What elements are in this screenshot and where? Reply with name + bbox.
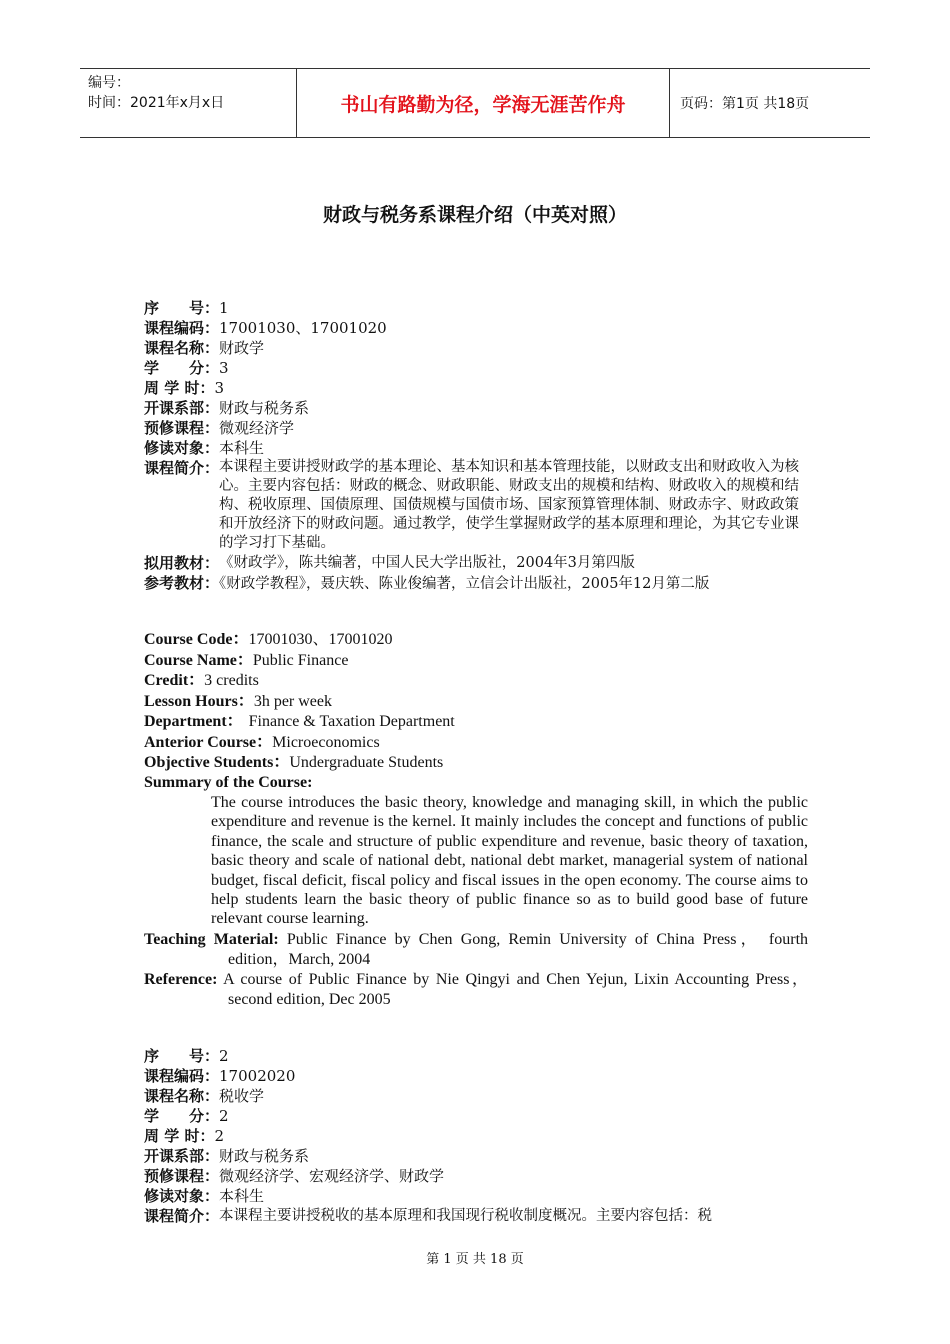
course2-cn [144,1046,808,1226]
header-motto: 书山有路勤为径，学海无涯苦作舟 [297,69,670,137]
field-row: 课程编码： 17002020 [144,1067,296,1085]
field-row-ref: 参考教材：《财政学教程》，聂庆轶、陈业俊编著，立信会计出版社，2005年12月第二版 [144,574,710,592]
document-title: 财政与税务系课程介绍（中英对照） [322,204,627,226]
field-row: 课程名称： 税收学 [144,1087,265,1105]
header-meta [80,69,297,137]
field-row: 学 分： 3 [144,359,229,377]
field-row: 周 学 时： 3 [144,379,224,397]
field-row: Department： Finance & Taxation Department [144,713,455,730]
field-row: Course Code： 17001030、17001020 [144,631,393,648]
field-row: 课程名称： 财政学 [144,339,265,357]
field-row: Credit： 3 credits [144,672,259,689]
field-row: 序 号： 2 [144,1047,229,1065]
page-header [80,68,870,138]
field-row: 修读对象： 本科生 [144,1187,265,1205]
field-row: 学 分： 2 [144,1107,229,1125]
field-row: 修读对象： 本科生 [144,439,265,457]
field-row: 周 学 时： 2 [144,1127,224,1145]
header-time: 时间：2021年x月x日 [88,95,225,111]
field-row-intro: 课程简介： 本课程主要讲授财政学的基本理论、基本知识和基本管理技能，以财政支出和财政收入为核心。主要内容包括：财政的概念、财政职能、财政支出的规模和结构、财政收入的规模和结构、税收原理、国债原理、国债规模与国债市场、国家预算管理体制、财政赤字、财政政策和开放经济下的财政问题。通过教学，使学生掌握财政学的基本原理和理论，为其它专业课的学习打下基础。 [144,459,800,551]
field-row: Lesson Hours： 3h per week [144,692,332,710]
field-row: 拟用教材： 《财政学》，陈共编著，中国人民大学出版社，2004年3月第四版 [144,554,635,572]
course-summary: The course introduces the basic theory, knowledge and managing skill, in which the public expenditure and revenue is the kernel. It mainly includes the concept and functions of public finance, the scale and structure of public expenditure and revenue, basic theory of taxation, basic theory and scale of national debt, national debt market, managerial system of national budget, fiscal deficit, fiscal policy and fiscal issues in the open economy. The course aims to help students learn the basic theory of public finance so as to build good base of future relevant course learning. [211,794,808,928]
field-row: Course Name： Public Finance [144,651,349,669]
teaching-material: Teaching Material: Public Finance by Chen Gong, Remin University of China Press， fourth edition，March, 2004 [144,930,809,968]
page-footer: 第 1 页 共 18 页 [426,1252,524,1267]
field-row: 预修课程： 微观经济学、宏观经济学、财政学 [144,1167,445,1185]
header-page: 页码：第1页 共18页 [680,96,810,112]
field-row: 预修课程： 微观经济学 [144,419,295,437]
header-number: 编号： [88,75,130,91]
field-row-intro: 课程简介： 本课程主要讲授税收的基本原理和我国现行税收制度概况。主要内容包括：税 [144,1207,713,1225]
field-row: 课程编码： 17001030、17001020 [144,319,387,337]
field-row: Anterior Course： Microeconomics [144,733,380,751]
field-row: 开课系部： 财政与税务系 [144,399,310,417]
field-row: 开课系部： 财政与税务系 [144,1147,310,1165]
course1-en [144,630,808,1010]
field-row: 序 号： 1 [144,299,229,317]
field-row: Objective Students： Undergraduate Students [144,754,444,771]
reference: Reference: A course of Public Finance by Nie Qingyi and Chen Yejun, Lixin Accounting Press，second edition, Dec 2005 [144,970,808,1008]
course1-cn [144,298,808,594]
field-row: Summary of the Course: [144,774,313,791]
